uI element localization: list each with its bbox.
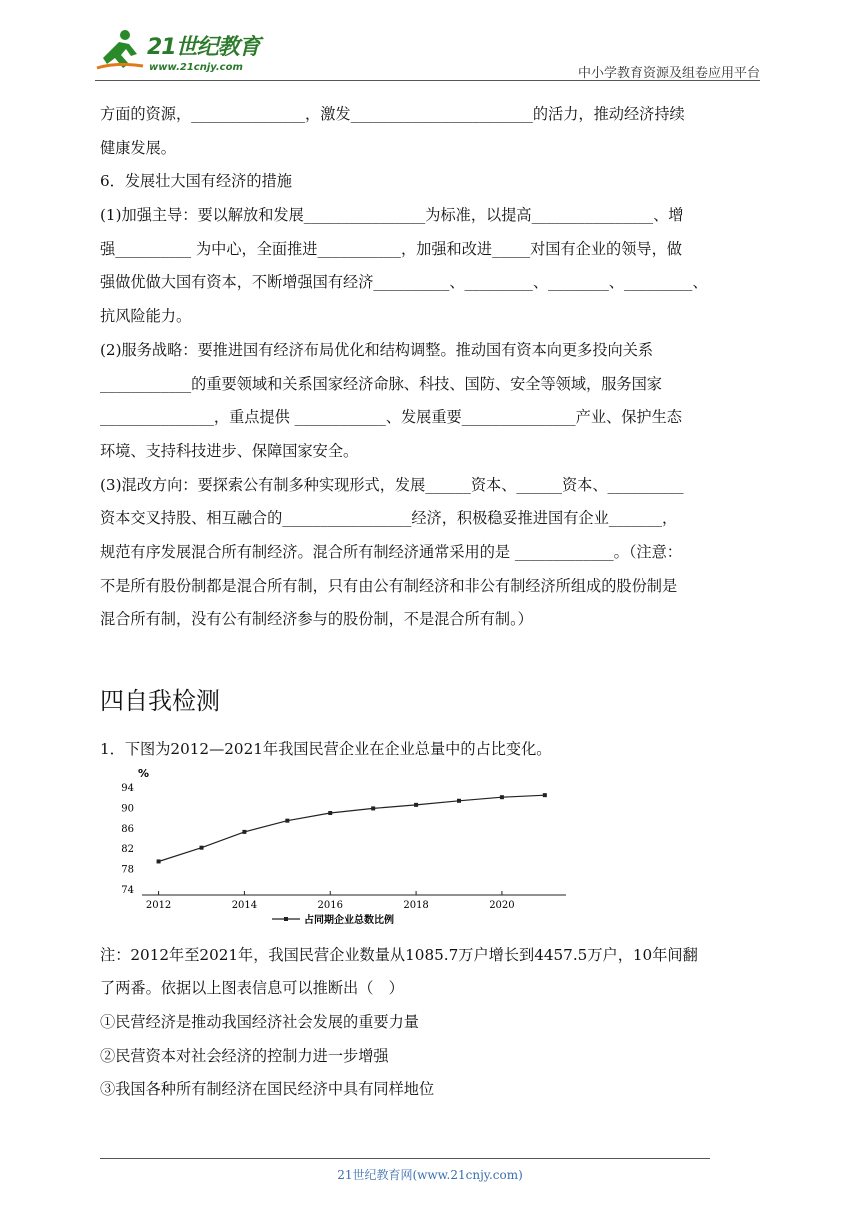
text-line: 环境、支持科技进步、保障国家安全。: [100, 441, 359, 460]
line-chart: [104, 767, 574, 937]
text-line: 注：2012年至2021年，我国民营企业数量从1085.7万户增长到4457.5万户，10年间翻: [100, 945, 698, 964]
data-point: [457, 798, 461, 802]
text-line: 抗风险能力。: [100, 307, 192, 326]
platform-name: 中小学教育资源及组卷应用平台: [577, 66, 760, 81]
data-point: [328, 811, 332, 815]
y-tick-label: 78: [121, 864, 134, 876]
data-point: [500, 795, 504, 799]
text-line: 规范有序发展混合所有制经济。混合所有制经济通常采用的是 _____________。（注意：: [100, 542, 682, 561]
text-line: 资本交叉持股、相互融合的_________________经济，积极稳妥推进国有企业_______，: [100, 509, 678, 528]
data-point: [157, 859, 161, 863]
x-tick-label: 2018: [403, 899, 429, 911]
x-tick-label: 2014: [231, 899, 258, 911]
text-line: (1)加强主导：要以解放和发展________________为标准，以提高________________、增: [100, 206, 684, 225]
text-line: 了两番。依据以上图表信息可以推断出（ ）: [100, 979, 404, 998]
section-heading: 四自我检测: [100, 687, 220, 715]
data-point: [242, 830, 246, 834]
text-line: 不是所有股份制都是混合所有制，只有由公有制经济和非公有制经济所组成的股份制是: [100, 576, 678, 595]
text-line: 混合所有制，没有公有制经济参与的股份制，不是混合所有制。）: [100, 610, 533, 629]
text-line: 强做优做大国有资本，不断增强国有经济__________、_________、________、_________、: [100, 273, 708, 292]
footer-divider: [100, 1158, 710, 1159]
text-line: ____________的重要领域和关系国家经济命脉、科技、国防、安全等领域，服务国家: [100, 374, 662, 393]
logo-url: www.21cnjy.com: [149, 62, 243, 73]
data-point: [414, 803, 418, 807]
page-header: [95, 28, 760, 80]
question-intro: 1．下图为2012—2021年我国民营企业在企业总量中的占比变化。: [100, 740, 552, 758]
option-line: ①民营经济是推动我国经济社会发展的重要力量: [100, 1013, 419, 1032]
data-point: [200, 845, 204, 849]
x-tick-label: 2012: [145, 899, 172, 911]
y-tick-label: 94: [121, 782, 134, 794]
y-axis-label: %: [138, 766, 150, 780]
text-line: 方面的资源，_______________，激发________________________的活力，推动经济持续: [100, 105, 685, 123]
data-point: [285, 818, 289, 822]
series-line: [159, 795, 545, 861]
chart-svg: [104, 767, 574, 937]
text-line: 健康发展。: [100, 138, 176, 157]
text-line: (2)服务战略：要推进国有经济布局优化和结构调整。推动国有资本向更多投向关系: [100, 340, 654, 359]
document-body: [100, 98, 762, 1107]
text-line: 强__________ 为中心，全面推进___________，加强和改进_____对国有企业的领导，做: [100, 239, 682, 258]
runner-logo-icon: [95, 28, 147, 74]
data-point: [543, 793, 547, 797]
y-tick-label: 82: [121, 843, 134, 855]
x-tick-label: 2016: [317, 899, 343, 911]
option-line: ②民营资本对社会经济的控制力进一步增强: [100, 1046, 389, 1065]
y-tick-label: 74: [121, 884, 134, 896]
logo: [95, 28, 265, 78]
legend: [272, 913, 394, 926]
text-line: _______________，重点提供 ____________、发展重要_______________产业、保护生态: [100, 408, 682, 427]
footer: 21世纪教育网(www.21cnjy.com): [337, 1168, 523, 1182]
header-divider: [95, 80, 760, 81]
option-line: ③我国各种所有制经济在国民经济中具有同样地位: [100, 1080, 435, 1099]
y-tick-label: 90: [121, 803, 134, 815]
data-point: [371, 806, 375, 810]
legend-marker: [284, 917, 288, 921]
x-tick-label: 2020: [489, 899, 515, 911]
text-line: 6．发展壮大国有经济的措施: [100, 172, 292, 191]
y-tick-label: 86: [121, 823, 134, 835]
legend-label: 占同期企业总数比例: [304, 914, 394, 926]
text-line: (3)混改方向：要探索公有制多种实现形式，发展______资本、______资本、__________: [100, 475, 684, 494]
logo-text: 21世纪教育: [147, 35, 260, 60]
